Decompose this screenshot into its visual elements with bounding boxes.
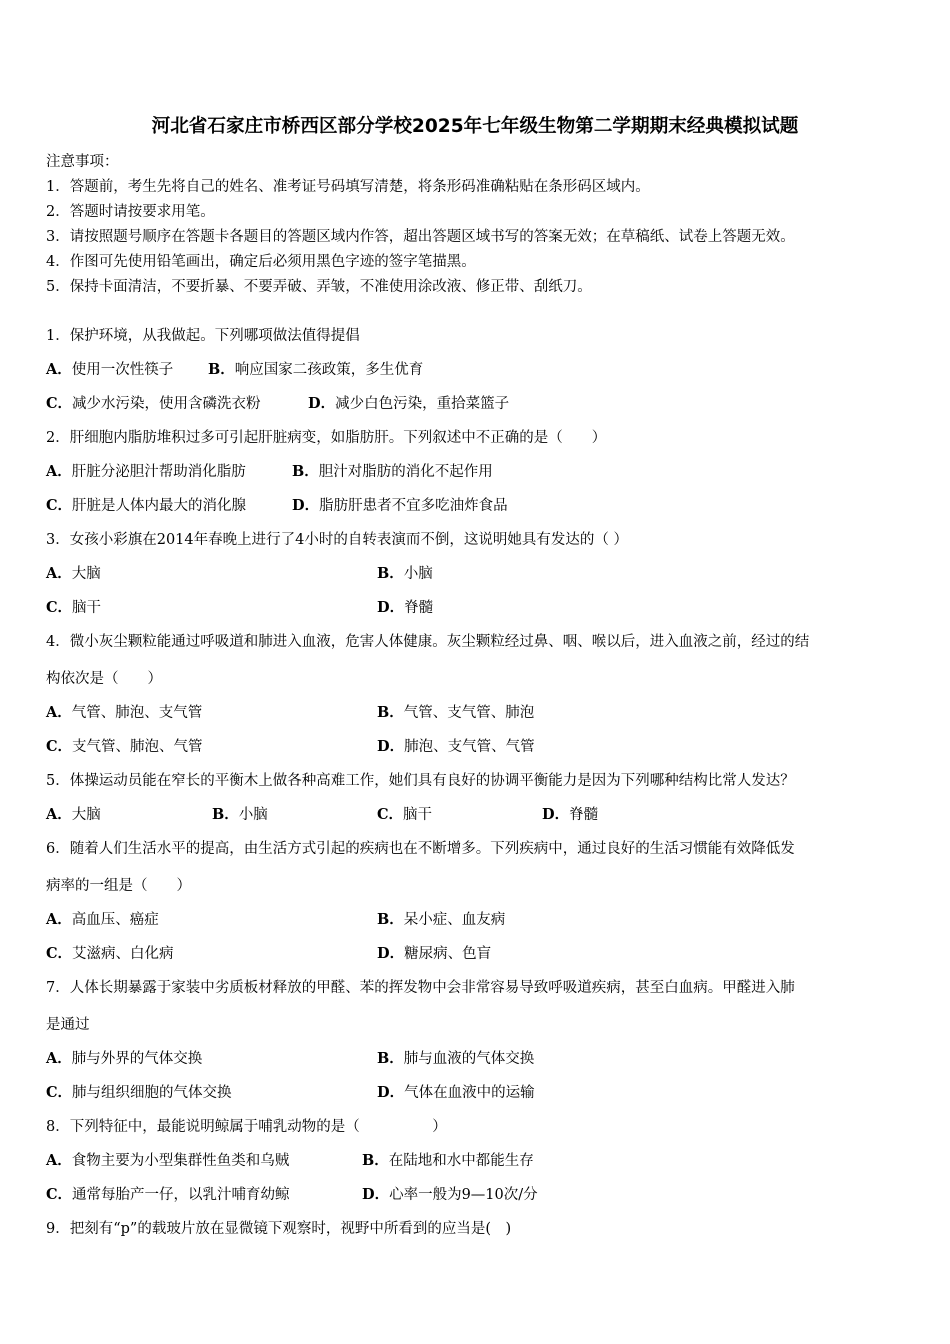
question-option (46, 910, 159, 930)
option-letter: A． (46, 1050, 72, 1067)
option-letter: C． (46, 1084, 73, 1101)
notice-item: 4．作图可先使用铅笔画出，确定后必须用黑色字迹的签字笔描黑。 (46, 254, 476, 270)
question-option (208, 360, 423, 380)
option-text: 脑干 (72, 600, 102, 616)
question-option (46, 564, 101, 584)
question-stem: 1．保护环境，从我做起。下列哪项做法值得提倡 (46, 328, 360, 344)
option-text: 大脑 (71, 807, 101, 823)
page-title: 河北省石家庄市桥西区部分学校2025年七年级生物第二学期期末经典模拟试题 (151, 116, 799, 137)
question-stem-continued: 是通过 (46, 1017, 90, 1033)
option-text: 呆小症、血友病 (403, 912, 506, 928)
option-text: 使用一次性筷子 (71, 362, 174, 378)
question-option (46, 1049, 202, 1069)
notice-heading: 注意事项： (46, 154, 119, 170)
option-letter: C． (46, 599, 73, 616)
question-stem: 6．随着人们生活水平的提高，由生活方式引起的疾病也在不断增多。下列疾病中，通过良好的生活习惯能有效降低发 (46, 841, 795, 857)
option-letter: A． (46, 565, 72, 582)
option-letter: D． (377, 599, 405, 616)
notice-item: 1．答题前，考生先将自己的姓名、准考证号码填写清楚，将条形码准确粘贴在条形码区域内。 (46, 179, 650, 195)
question-option (542, 805, 598, 825)
question-stem: 2．肝细胞内脂肪堆积过多可引起肝脏病变，如脂肪肝。下列叙述中不正确的是（ ） (46, 430, 607, 446)
option-letter: A． (46, 463, 72, 480)
option-letter: D． (542, 806, 570, 823)
option-text: 通常每胎产一仔，以乳汁哺育幼鲸 (72, 1187, 290, 1203)
option-letter: B． (292, 463, 319, 480)
question-option (46, 496, 246, 516)
option-letter: B． (212, 806, 239, 823)
option-text: 艾滋病、白化病 (72, 946, 174, 962)
question-option (377, 910, 505, 930)
question-stem: 9．把刻有“p”的载玻片放在显微镜下观察时，视野中所看到的应当是( ) (46, 1221, 512, 1237)
option-text: 脊髓 (404, 600, 434, 616)
option-letter: B． (208, 361, 235, 378)
question-option (46, 737, 203, 757)
option-text: 肺与组织细胞的气体交换 (72, 1085, 232, 1101)
option-letter: C． (46, 738, 73, 755)
option-text: 小脑 (238, 807, 268, 823)
option-letter: B． (377, 704, 404, 721)
question-stem: 4．微小灰尘颗粒能通过呼吸道和肺进入血液，危害人体健康。灰尘颗粒经过鼻、咽、喉以后，进入血液之前，经过的结 (46, 634, 810, 650)
option-letter: C． (46, 1186, 73, 1203)
option-letter: C． (377, 806, 404, 823)
option-text: 糖尿病、色盲 (404, 946, 492, 962)
option-text: 气体在血液中的运输 (404, 1085, 535, 1101)
question-option (377, 1083, 535, 1103)
question-option (362, 1151, 534, 1171)
option-text: 胆汁对脂肪的消化不起作用 (318, 464, 493, 480)
question-option (308, 394, 509, 414)
option-text: 减少水污染，使用含磷洗衣粉 (72, 396, 261, 412)
question-option (46, 1083, 232, 1103)
option-text: 高血压、癌症 (71, 912, 159, 928)
option-text: 脑干 (403, 807, 433, 823)
option-letter: A． (46, 1152, 72, 1169)
question-option (377, 703, 534, 723)
question-stem: 5．体操运动员能在窄长的平衡木上做各种高难工作，她们具有良好的协调平衡能力是因为下列哪种结构比常人发达？ (46, 773, 795, 789)
option-text: 肺与血液的气体交换 (403, 1051, 535, 1067)
question-option (377, 564, 433, 584)
option-letter: B． (377, 911, 404, 928)
option-text: 肺与外界的气体交换 (71, 1051, 203, 1067)
question-option (46, 805, 101, 825)
option-letter: A． (46, 704, 72, 721)
option-letter: D． (308, 395, 336, 412)
option-letter: D． (362, 1186, 390, 1203)
option-letter: C． (46, 497, 73, 514)
option-letter: C． (46, 395, 73, 412)
notice-item: 3．请按照题号顺序在答题卡各题目的答题区域内作答，超出答题区域书写的答案无效；在草稿纸、试卷上答题无效。 (46, 229, 795, 245)
option-letter: D． (377, 738, 405, 755)
question-option (292, 496, 508, 516)
question-stem: 8．下列特征中，最能说明鲸属于哺乳动物的是（ ） (46, 1119, 447, 1135)
option-letter: B． (377, 1050, 404, 1067)
option-text: 气管、支气管、肺泡 (403, 705, 535, 721)
option-letter: D． (292, 497, 320, 514)
question-option (46, 1185, 290, 1205)
question-stem-continued: 病率的一组是（ ） (46, 878, 191, 894)
notice-item: 5．保持卡面清洁，不要折暴、不要弄破、弄皱，不准使用涂改液、修正带、刮纸刀。 (46, 279, 592, 295)
question-stem-continued: 构依次是（ ） (46, 671, 162, 687)
option-text: 食物主要为小型集群性鱼类和乌贼 (71, 1153, 290, 1169)
notice-item: 2．答题时请按要求用笔。 (46, 204, 215, 220)
option-letter: D． (377, 945, 405, 962)
question-option (377, 737, 535, 757)
question-option (46, 462, 246, 482)
option-text: 肝脏分泌胆汁帮助消化脂肪 (71, 464, 246, 480)
question-option (46, 394, 261, 414)
question-option (377, 805, 432, 825)
option-text: 气管、肺泡、支气管 (71, 705, 203, 721)
option-text: 支气管、肺泡、气管 (72, 739, 203, 755)
option-letter: A． (46, 806, 72, 823)
option-text: 心率一般为9—10次/分 (389, 1187, 538, 1203)
option-letter: A． (46, 361, 72, 378)
option-letter: C． (46, 945, 73, 962)
option-letter: B． (377, 565, 404, 582)
question-option (212, 805, 268, 825)
question-option (46, 598, 101, 618)
question-stem: 3．女孩小彩旗在2014年春晚上进行了4小时的自转表演而不倒，这说明她具有发达的（ ） (46, 532, 628, 548)
question-option (377, 598, 433, 618)
question-option (292, 462, 493, 482)
question-option (46, 1151, 289, 1171)
option-text: 脂肪肝患者不宜多吃油炸食品 (319, 498, 508, 514)
option-letter: B． (362, 1152, 389, 1169)
question-stem: 7．人体长期暴露于家装中劣质板材释放的甲醛、苯的挥发物中会非常容易导致呼吸道疾病，甚至白血病。甲醛进入肺 (46, 980, 795, 996)
option-letter: A． (46, 911, 72, 928)
option-text: 大脑 (71, 566, 101, 582)
question-option (46, 360, 173, 380)
option-text: 肺泡、支气管、气管 (404, 739, 535, 755)
option-text: 肝脏是人体内最大的消化腺 (72, 498, 247, 514)
option-text: 在陆地和水中都能生存 (388, 1153, 534, 1169)
option-letter: D． (377, 1084, 405, 1101)
option-text: 减少白色污染，重拾菜篮子 (335, 396, 510, 412)
question-option (362, 1185, 538, 1205)
option-text: 响应国家二孩政策，多生优育 (234, 362, 424, 378)
option-text: 小脑 (403, 566, 433, 582)
option-text: 脊髓 (569, 807, 599, 823)
question-option (377, 944, 491, 964)
question-option (377, 1049, 534, 1069)
question-option (46, 703, 202, 723)
question-option (46, 944, 174, 964)
